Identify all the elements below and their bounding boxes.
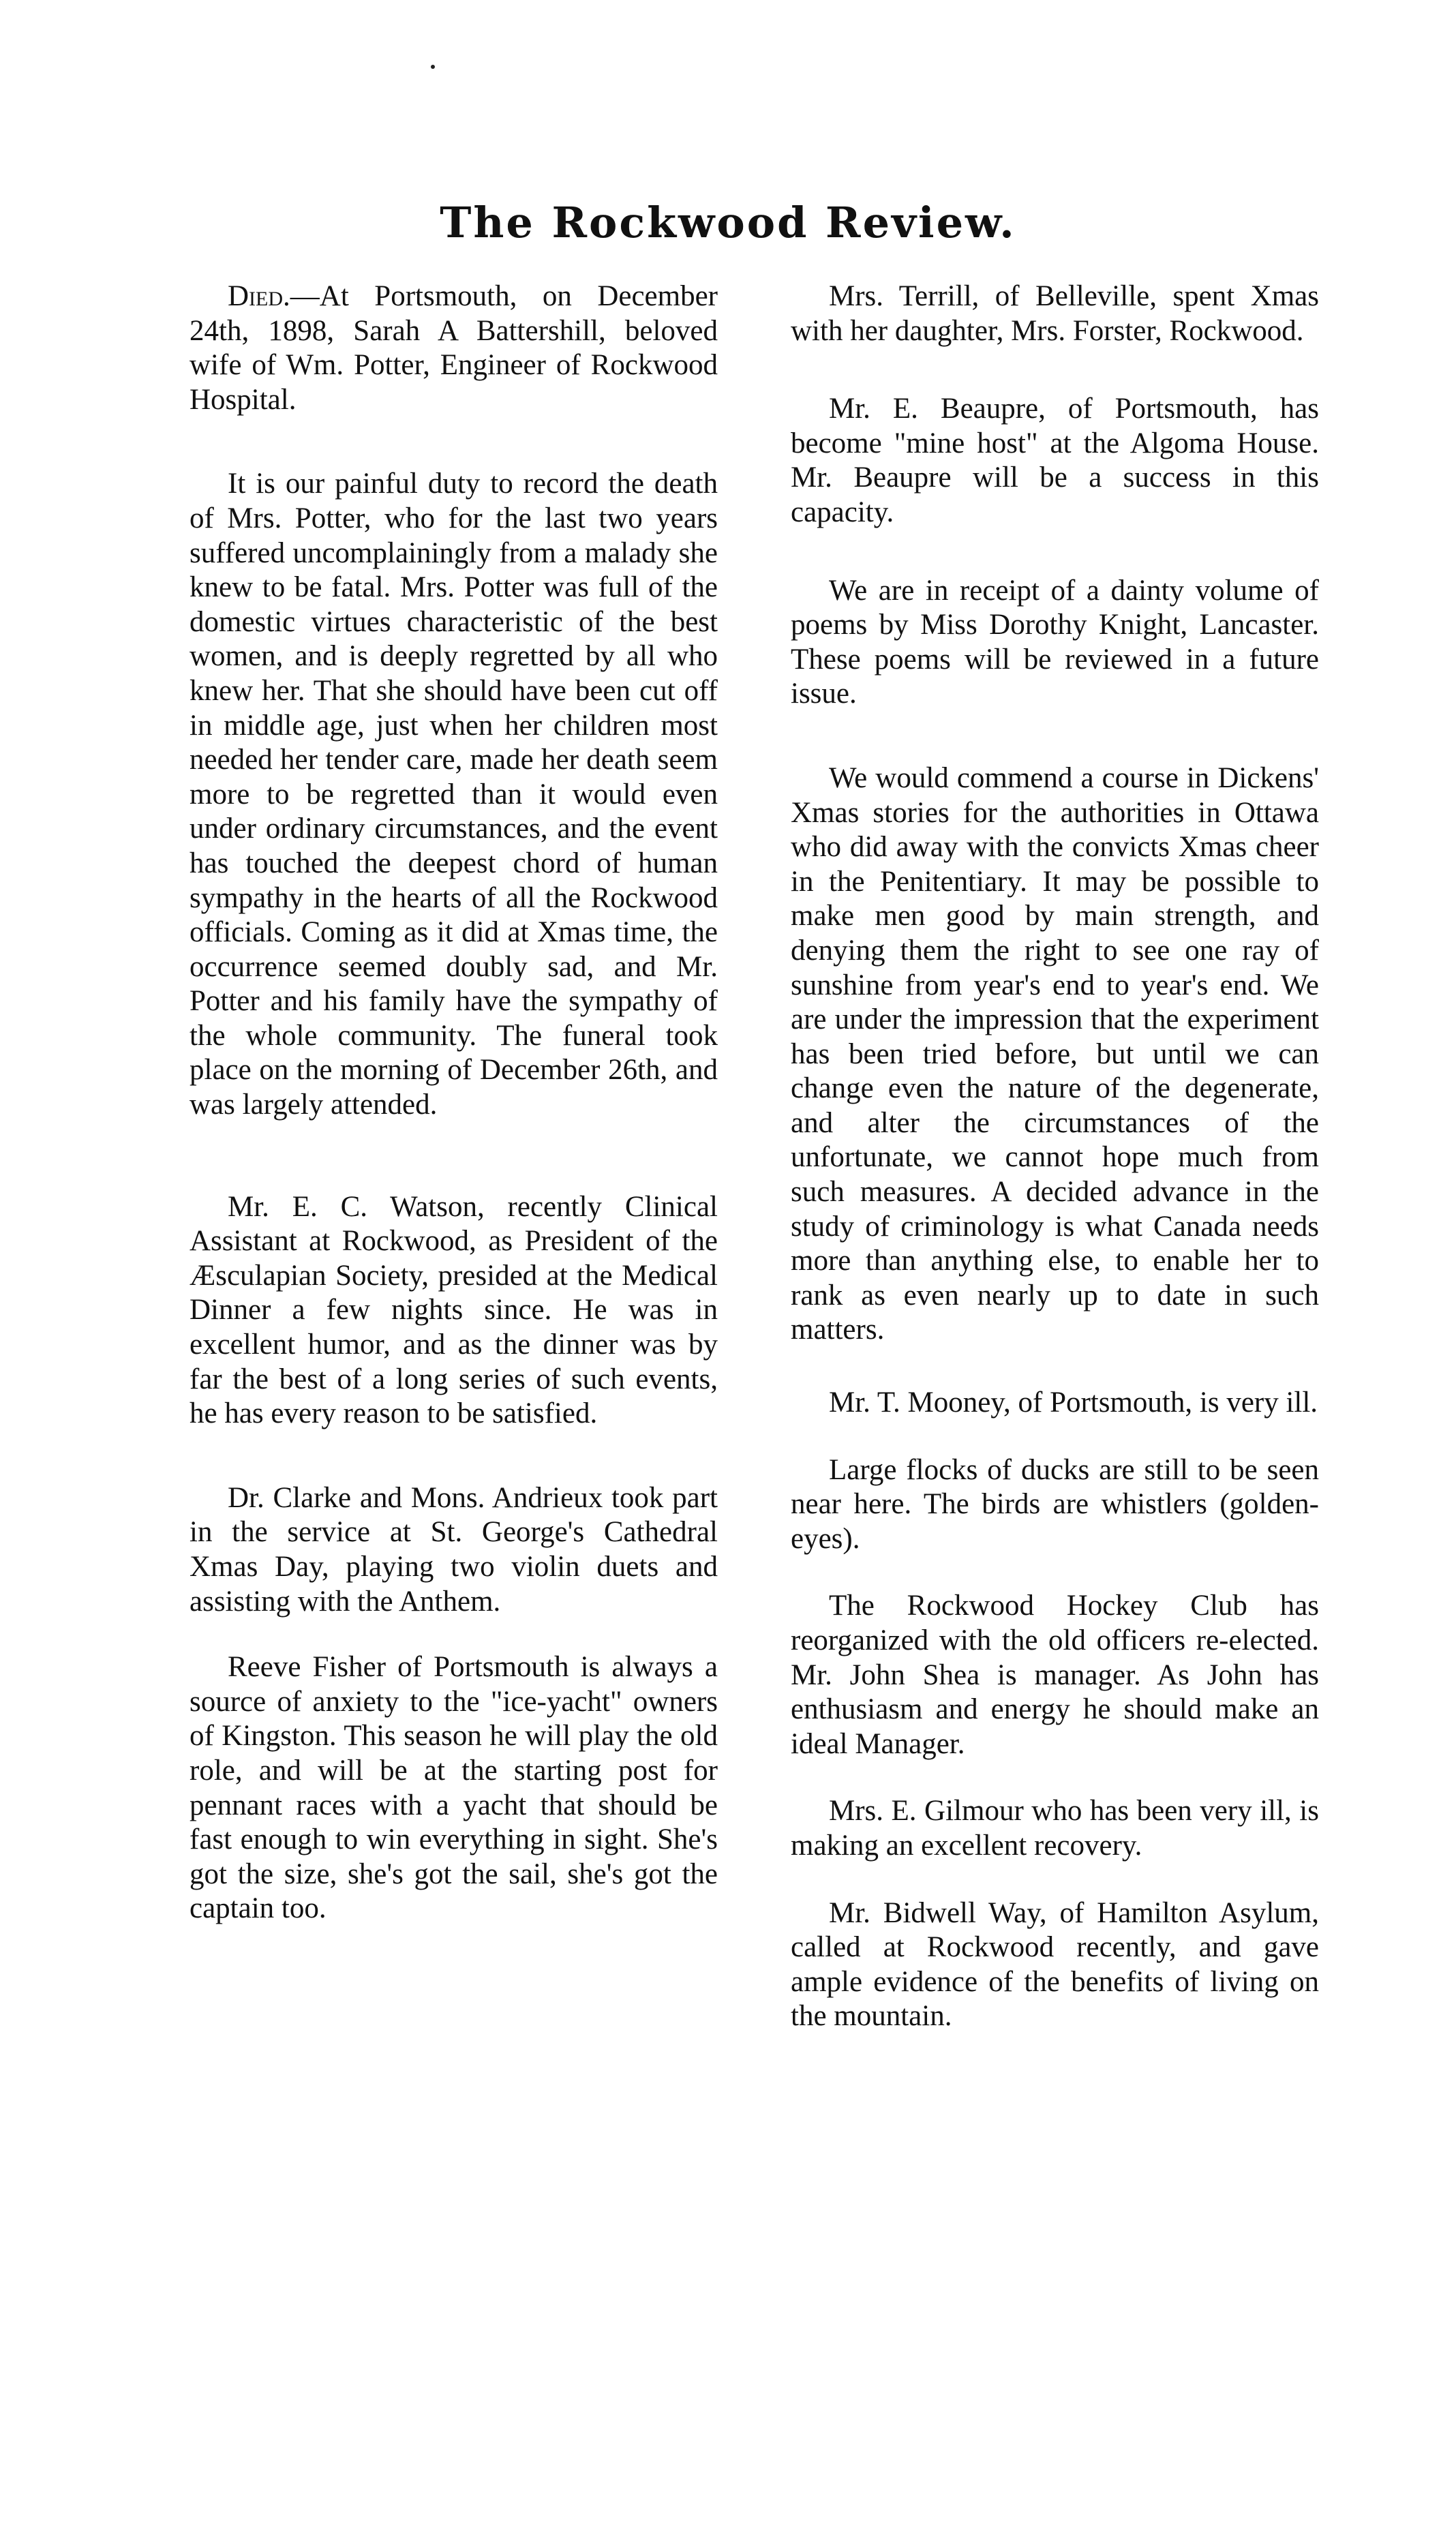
print-speck <box>431 65 435 69</box>
mooney-item: Mr. T. Mooney, of Portsmouth, is very ill. <box>829 1386 1318 1419</box>
death-notice-text: —At Portsmouth, on December 24th, 1898, Sarah A Battershill, beloved wife of Wm. Potter, Engineer of Rockwood Hospital. <box>189 280 718 416</box>
dickens-commentary: We would commend a course in Dickens' Xmas stories for the authorities in Ottawa who did away with the convicts Xmas cheer in the Penitentiary. It may be possible to make men good by main strength, and denying them the right to see one ray of sunshine from year's end to year's end. We are under the impression that the experiment has been tried before, but until we can change even the nature of the degenerate, and alter the circumstances of the unfortunate, we cannot hope much from such measures. A decided advance in the study of criminology is what Canada needs more than anything else, to enable her to rank as even nearly up to date in such matters. <box>791 761 1319 1346</box>
potter-obituary: It is our painful duty to record the death of Mrs. Potter, who for the last two years suffered uncomplainingly from a malady she knew to be fatal. Mrs. Potter was full of the domestic virtues characteristic of the best women, and is deeply regretted by all who knew her. That she should have been cut off in middle age, just when her children most needed her tender care, made her death seem more to be regretted than it would even under ordinary circumstances, and the event has touched the deepest chord of human sympathy in the hearts of all the Rockwood officials. Coming as it did at Xmas time, the occurrence seemed doubly sad, and Mr. Potter and his family have the sympathy of the whole community. The funeral took place on the morning of December 26th, and was largely attended. <box>189 468 718 1121</box>
poems-item: We are in receipt of a dainty volume of poems by Miss Dorothy Knight, Lancaster. These poems will be reviewed in a future issue. <box>791 574 1319 710</box>
right-column <box>791 279 1319 2034</box>
reeve-fisher-item: Reeve Fisher of Portsmouth is always a source of anxiety to the "ice-yacht" owners of Kingston. This season he will play the old role, and will be at the starting post for pennant races with a yacht that should be fast enough to win everything in sight. She's got the size, she's got the sail, she's got the captain too. <box>189 1651 718 1925</box>
hockey-club-item: The Rockwood Hockey Club has reorganized with the old officers re-elected. Mr. John Shea is manager. As John has enthusiasm and energy he should make an ideal Manager. <box>791 1590 1319 1760</box>
bidwell-way-item: Mr. Bidwell Way, of Hamilton Asylum, called at Rockwood recently, and gave ample evidence of the benefits of living on the mountain. <box>791 1896 1319 2033</box>
clarke-andrieux-item: Dr. Clarke and Mons. Andrieux took part in the service at St. George's Cathedral Xmas Day, playing two violin duets and assisting with the Anthem. <box>189 1481 718 1618</box>
terrill-item: Mrs. Terrill, of Belleville, spent Xmas with her daughter, Mrs. Forster, Rockwood. <box>791 280 1319 347</box>
death-notice <box>189 279 718 417</box>
left-column <box>189 279 718 1926</box>
page-title: The Rockwood Review. <box>440 197 1016 247</box>
beaupre-item: Mr. E. Beaupre, of Portsmouth, has become "mine host" at the Algoma House. Mr. Beaupre will be a success in this capacity. <box>791 393 1319 528</box>
watson-item: Mr. E. C. Watson, recently Clinical Assistant at Rockwood, as President of the Æsculapian Society, presided at the Medical Dinner a few nights since. He was in excellent humor, and as the dinner was by far the best of a long series of such events, he has every reason to be satisfied. <box>189 1190 718 1430</box>
ducks-item: Large flocks of ducks are still to be seen near here. The birds are whistlers (golden-eyes). <box>791 1453 1319 1555</box>
death-notice-lead: Died. <box>228 280 290 312</box>
gilmour-item: Mrs. E. Gilmour who has been very ill, is making an excellent recovery. <box>791 1795 1319 1862</box>
